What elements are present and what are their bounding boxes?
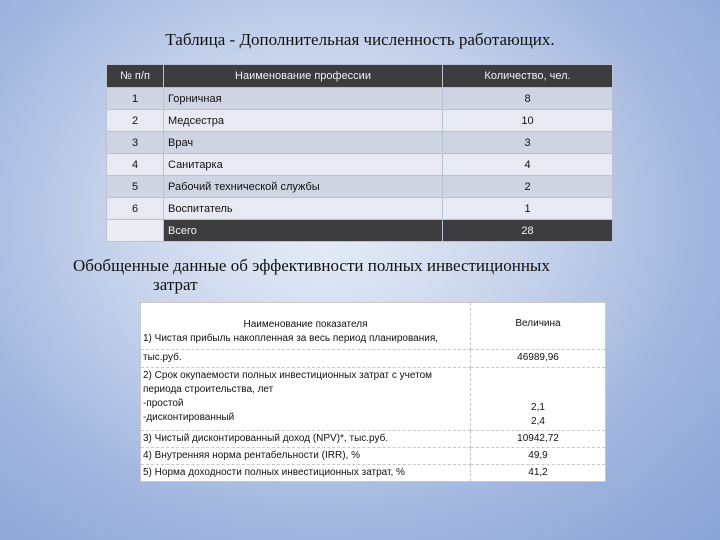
table-row	[107, 154, 613, 176]
row5-value: 41,2	[471, 465, 606, 482]
row-count: 1	[443, 198, 613, 220]
row2-label-line2: периода строительства, лет	[143, 384, 274, 395]
row1-label-line2: тыс.руб.	[141, 350, 471, 368]
row-profession: Воспитатель	[164, 198, 443, 220]
row4-value: 49,9	[471, 448, 606, 465]
table-row	[107, 110, 613, 132]
table2-title-line1: Обобщенные данные об эффективности полных инвестиционных	[73, 256, 550, 275]
row-num: 1	[107, 88, 164, 110]
table-row	[107, 132, 613, 154]
table-row	[107, 88, 613, 110]
table2-title	[73, 256, 673, 294]
header-num: № п/п	[107, 65, 164, 88]
row-num: 4	[107, 154, 164, 176]
table2-title-line2: затрат	[153, 275, 198, 294]
row-profession: Горничная	[164, 88, 443, 110]
row3-value: 10942,72	[471, 431, 606, 448]
row-profession: Медсестра	[164, 110, 443, 132]
table-row	[141, 350, 606, 368]
row-count: 10	[443, 110, 613, 132]
table-row	[141, 448, 606, 465]
efficiency-table	[140, 302, 606, 482]
table-row	[107, 176, 613, 198]
header-profession: Наименование профессии	[164, 65, 443, 88]
staff-table	[106, 64, 613, 242]
row-count: 4	[443, 154, 613, 176]
table1-title: Таблица - Дополнительная численность работающих.	[165, 30, 555, 49]
row-num: 6	[107, 198, 164, 220]
row-profession: Рабочий технической службы	[164, 176, 443, 198]
header-count: Количество, чел.	[443, 65, 613, 88]
row2-label-line4: -дисконтированный	[143, 412, 235, 423]
header-indicator: Наименование показателя	[243, 319, 368, 330]
table-row	[141, 431, 606, 448]
row-profession: Санитарка	[164, 154, 443, 176]
row1-label-line1: 1) Чистая прибыль накопленная за весь период планирования,	[143, 333, 439, 344]
table-row	[141, 368, 606, 431]
row2-label-line3: -простой	[143, 398, 184, 409]
total-label: Всего	[164, 220, 443, 242]
row-count: 3	[443, 132, 613, 154]
total-value: 28	[443, 220, 613, 242]
row-num: 5	[107, 176, 164, 198]
row-profession: Врач	[164, 132, 443, 154]
row3-label: 3) Чистый дисконтированный доход (NPV)*, тыс.руб.	[141, 431, 471, 448]
row-count: 2	[443, 176, 613, 198]
row1-value: 46989,96	[471, 350, 606, 368]
total-blank-cell	[107, 220, 164, 242]
total-row	[107, 220, 613, 242]
row2-value2: 2,4	[531, 416, 545, 427]
header-value: Величина	[471, 303, 606, 350]
row4-label: 4) Внутренняя норма рентабельности (IRR), %	[141, 448, 471, 465]
row-count: 8	[443, 88, 613, 110]
row-num: 2	[107, 110, 164, 132]
table-row	[141, 303, 606, 350]
row2-value1: 2,1	[531, 402, 545, 413]
row-num: 3	[107, 132, 164, 154]
table-row	[107, 198, 613, 220]
table-row	[141, 465, 606, 482]
row2-label-line1: 2) Срок окупаемости полных инвестиционных затрат с учетом	[143, 370, 433, 381]
staff-table-header	[107, 65, 613, 88]
row5-label: 5) Норма доходности полных инвестиционных затрат, %	[141, 465, 471, 482]
